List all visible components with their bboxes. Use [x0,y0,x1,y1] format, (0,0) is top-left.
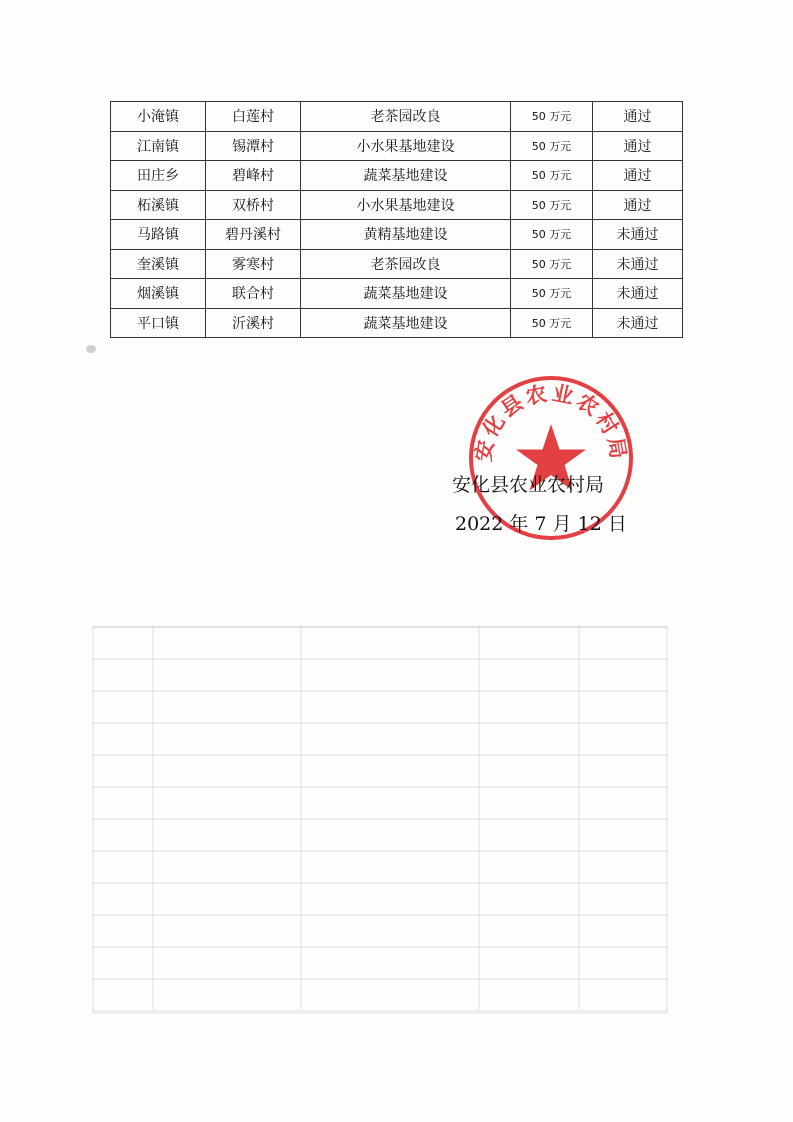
village-cell: 白莲村 [206,102,301,132]
table-row [111,131,683,161]
issue-date: 2022 年 7 月 12 日 [455,513,627,535]
amount-cell: 50 万元 [511,249,593,279]
village-cell: 碧峰村 [206,161,301,191]
town-cell: 江南镇 [111,131,206,161]
bleed-through-table-line [152,626,154,1010]
project-cell: 小水果基地建设 [301,131,511,161]
bleed-through-table-line [478,626,480,1010]
village-cell: 沂溪村 [206,308,301,338]
town-cell: 田庄乡 [111,161,206,191]
amount-cell: 50 万元 [511,308,593,338]
town-cell: 奎溪镇 [111,249,206,279]
bleed-through-table [92,626,668,1014]
village-cell: 雾寒村 [206,249,301,279]
project-cell: 蔬菜基地建设 [301,308,511,338]
table-row [111,190,683,220]
bleed-through-table-line [300,626,302,1010]
scan-speck [86,345,96,353]
result-cell: 未通过 [593,279,683,309]
amount-cell: 50 万元 [511,190,593,220]
town-cell: 柘溪镇 [111,190,206,220]
project-cell: 蔬菜基地建设 [301,161,511,191]
svg-text:安化县农业农村局: 安化县农业农村局 [471,380,631,464]
project-cell: 老茶园改良 [301,102,511,132]
bleed-through-heading [60,340,390,384]
town-cell: 马路镇 [111,220,206,250]
result-cell: 未通过 [593,249,683,279]
result-cell: 未通过 [593,308,683,338]
amount-cell: 50 万元 [511,279,593,309]
village-cell: 碧丹溪村 [206,220,301,250]
amount-cell: 50 万元 [511,161,593,191]
issuing-organization: 安化县农业农村局 [452,474,605,496]
project-cell: 小水果基地建设 [301,190,511,220]
table-row [111,220,683,250]
table-body [111,102,683,338]
project-cell: 蔬菜基地建设 [301,279,511,309]
table-row [111,249,683,279]
village-cell: 锡潭村 [206,131,301,161]
project-cell: 黄精基地建设 [301,220,511,250]
table-row [111,279,683,309]
table-row [111,308,683,338]
result-cell: 通过 [593,131,683,161]
result-cell: 通过 [593,102,683,132]
town-cell: 平口镇 [111,308,206,338]
project-cell: 老茶园改良 [301,249,511,279]
amount-cell: 50 万元 [511,220,593,250]
amount-cell: 50 万元 [511,131,593,161]
bleed-through-table-line [578,626,580,1010]
result-cell: 通过 [593,190,683,220]
table-row [111,102,683,132]
result-cell: 未通过 [593,220,683,250]
village-cell: 联合村 [206,279,301,309]
village-cell: 双桥村 [206,190,301,220]
town-cell: 烟溪镇 [111,279,206,309]
town-cell: 小淹镇 [111,102,206,132]
amount-cell: 50 万元 [511,102,593,132]
result-cell: 通过 [593,161,683,191]
project-results-table [110,101,683,338]
table-row [111,161,683,191]
